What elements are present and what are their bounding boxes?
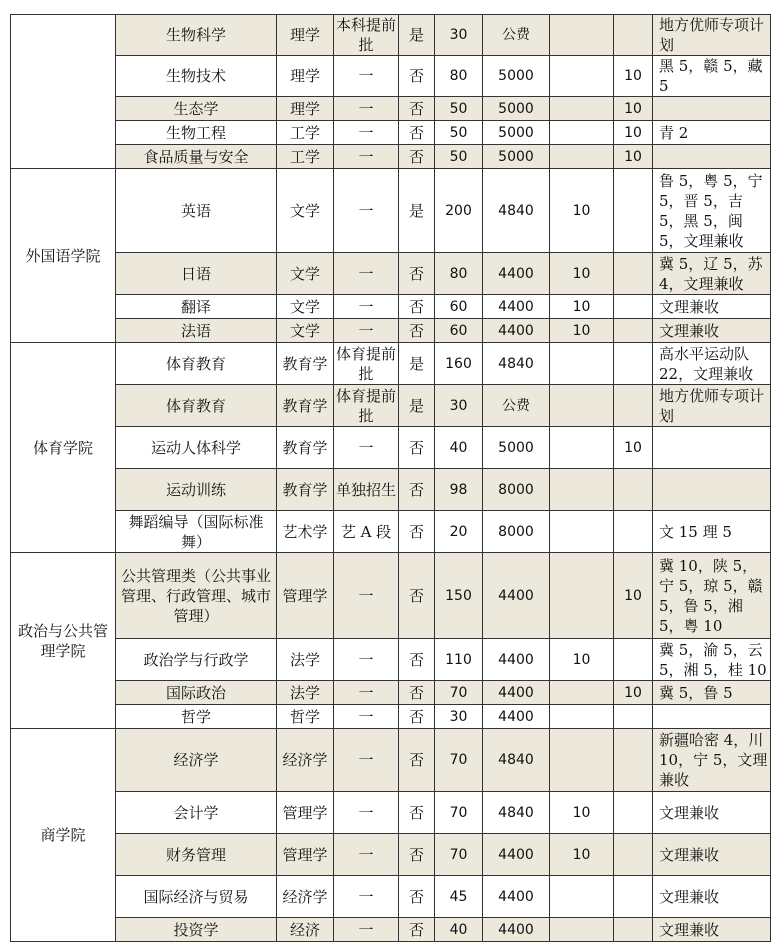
plan-cell: 80 (435, 56, 483, 97)
fee-cell: 4400 (483, 834, 550, 876)
flag-cell: 否 (399, 792, 435, 834)
discipline-cell: 法学 (277, 639, 334, 681)
discipline-cell: 教育学 (277, 385, 334, 427)
flag-cell: 否 (399, 427, 435, 469)
major-cell: 政治学与行政学 (116, 639, 277, 681)
b-cell (614, 15, 653, 56)
major-cell: 经济学 (116, 729, 277, 792)
college-cell (11, 15, 116, 169)
batch-cell: 一 (334, 729, 399, 792)
table-row (11, 705, 771, 729)
a-cell (550, 15, 614, 56)
flag-cell: 否 (399, 729, 435, 792)
fee-cell: 4840 (483, 792, 550, 834)
major-cell: 生态学 (116, 97, 277, 121)
note-cell: 冀 5，鲁 5 (653, 681, 771, 705)
fee-cell: 4400 (483, 319, 550, 343)
fee-cell: 4400 (483, 253, 550, 295)
batch-cell: 单独招生 (334, 469, 399, 511)
fee-cell: 8000 (483, 511, 550, 553)
fee-cell: 4400 (483, 295, 550, 319)
a-cell (550, 427, 614, 469)
a-cell (550, 918, 614, 942)
discipline-cell: 文学 (277, 319, 334, 343)
b-cell (614, 319, 653, 343)
discipline-cell: 文学 (277, 295, 334, 319)
table-row (11, 295, 771, 319)
plan-cell: 50 (435, 145, 483, 169)
batch-cell: 一 (334, 639, 399, 681)
b-cell: 10 (614, 56, 653, 97)
table-row (11, 97, 771, 121)
plan-cell: 30 (435, 15, 483, 56)
flag-cell: 否 (399, 145, 435, 169)
b-cell (614, 343, 653, 385)
batch-cell: 一 (334, 705, 399, 729)
batch-cell: 一 (334, 876, 399, 918)
flag-cell: 否 (399, 918, 435, 942)
a-cell (550, 121, 614, 145)
batch-cell: 一 (334, 792, 399, 834)
note-cell: 文 15 理 5 (653, 511, 771, 553)
note-cell (653, 427, 771, 469)
plan-cell: 150 (435, 553, 483, 639)
batch-cell: 艺 A 段 (334, 511, 399, 553)
flag-cell: 否 (399, 295, 435, 319)
college-cell: 政治与公共管理学院 (11, 553, 116, 729)
major-cell: 生物技术 (116, 56, 277, 97)
fee-cell: 公费 (483, 385, 550, 427)
fee-cell: 4400 (483, 639, 550, 681)
plan-cell: 160 (435, 343, 483, 385)
batch-cell: 一 (334, 553, 399, 639)
note-cell: 文理兼收 (653, 295, 771, 319)
plan-cell: 40 (435, 918, 483, 942)
a-cell (550, 97, 614, 121)
batch-cell: 一 (334, 427, 399, 469)
fee-cell: 4400 (483, 681, 550, 705)
flag-cell: 否 (399, 319, 435, 343)
plan-cell: 50 (435, 97, 483, 121)
a-cell (550, 469, 614, 511)
a-cell (550, 343, 614, 385)
b-cell (614, 469, 653, 511)
flag-cell: 否 (399, 56, 435, 97)
discipline-cell: 文学 (277, 169, 334, 253)
batch-cell: 一 (334, 295, 399, 319)
b-cell (614, 918, 653, 942)
b-cell (614, 705, 653, 729)
plan-cell: 50 (435, 121, 483, 145)
note-cell: 鲁 5，粤 5，宁 5，晋 5，吉 5，黑 5，闽 5，文理兼收 (653, 169, 771, 253)
note-cell: 文理兼收 (653, 834, 771, 876)
plan-cell: 45 (435, 876, 483, 918)
fee-cell: 4840 (483, 169, 550, 253)
b-cell (614, 511, 653, 553)
fee-cell: 4840 (483, 729, 550, 792)
major-cell: 财务管理 (116, 834, 277, 876)
plan-cell: 98 (435, 469, 483, 511)
flag-cell: 是 (399, 15, 435, 56)
note-cell (653, 705, 771, 729)
table-row (11, 385, 771, 427)
note-cell: 文理兼收 (653, 918, 771, 942)
a-cell: 10 (550, 253, 614, 295)
major-cell: 国际政治 (116, 681, 277, 705)
table-row (11, 253, 771, 295)
major-cell: 翻译 (116, 295, 277, 319)
note-cell (653, 469, 771, 511)
table-row (11, 553, 771, 639)
batch-cell: 一 (334, 56, 399, 97)
table-row (11, 56, 771, 97)
fee-cell: 5000 (483, 56, 550, 97)
b-cell (614, 876, 653, 918)
major-cell: 生物科学 (116, 15, 277, 56)
note-cell (653, 97, 771, 121)
plan-cell: 200 (435, 169, 483, 253)
fee-cell: 4400 (483, 876, 550, 918)
a-cell (550, 145, 614, 169)
a-cell (550, 385, 614, 427)
note-cell: 冀 10，陕 5，宁 5，琼 5，赣 5，鲁 5，湘 5，粤 10 (653, 553, 771, 639)
fee-cell: 5000 (483, 427, 550, 469)
batch-cell: 一 (334, 121, 399, 145)
b-cell (614, 729, 653, 792)
note-cell: 青 2 (653, 121, 771, 145)
note-cell: 新疆哈密 4，川 10，宁 5，文理兼收 (653, 729, 771, 792)
b-cell: 10 (614, 427, 653, 469)
table-row (11, 729, 771, 792)
note-cell: 高水平运动队 22，文理兼收 (653, 343, 771, 385)
major-cell: 会计学 (116, 792, 277, 834)
discipline-cell: 教育学 (277, 427, 334, 469)
major-cell: 运动人体科学 (116, 427, 277, 469)
major-cell: 日语 (116, 253, 277, 295)
major-cell: 英语 (116, 169, 277, 253)
flag-cell: 否 (399, 876, 435, 918)
college-cell: 体育学院 (11, 343, 116, 553)
table-row (11, 121, 771, 145)
discipline-cell: 理学 (277, 15, 334, 56)
table-row (11, 469, 771, 511)
batch-cell: 一 (334, 918, 399, 942)
major-cell: 投资学 (116, 918, 277, 942)
major-cell: 法语 (116, 319, 277, 343)
batch-cell: 一 (334, 145, 399, 169)
table-row (11, 876, 771, 918)
table-row (11, 834, 771, 876)
batch-cell: 本科提前批 (334, 15, 399, 56)
flag-cell: 否 (399, 97, 435, 121)
table-row (11, 511, 771, 553)
flag-cell: 是 (399, 169, 435, 253)
discipline-cell: 理学 (277, 56, 334, 97)
a-cell (550, 511, 614, 553)
table-row (11, 145, 771, 169)
college-cell: 商学院 (11, 729, 116, 942)
plan-cell: 70 (435, 681, 483, 705)
table-row (11, 918, 771, 942)
flag-cell: 是 (399, 385, 435, 427)
table-row (11, 639, 771, 681)
major-cell: 生物工程 (116, 121, 277, 145)
b-cell: 10 (614, 681, 653, 705)
b-cell (614, 295, 653, 319)
discipline-cell: 艺术学 (277, 511, 334, 553)
a-cell: 10 (550, 295, 614, 319)
a-cell: 10 (550, 319, 614, 343)
fee-cell: 4400 (483, 705, 550, 729)
a-cell (550, 729, 614, 792)
discipline-cell: 经济学 (277, 729, 334, 792)
plan-cell: 80 (435, 253, 483, 295)
flag-cell: 否 (399, 639, 435, 681)
enrollment-plan-table (10, 14, 771, 942)
batch-cell: 一 (334, 97, 399, 121)
a-cell (550, 705, 614, 729)
a-cell (550, 876, 614, 918)
plan-cell: 70 (435, 792, 483, 834)
b-cell: 10 (614, 553, 653, 639)
table-row (11, 681, 771, 705)
table-row (11, 169, 771, 253)
flag-cell: 否 (399, 253, 435, 295)
major-cell: 运动训练 (116, 469, 277, 511)
a-cell (550, 681, 614, 705)
fee-cell: 公费 (483, 15, 550, 56)
table-row (11, 15, 771, 56)
flag-cell: 否 (399, 834, 435, 876)
b-cell (614, 792, 653, 834)
plan-cell: 70 (435, 834, 483, 876)
major-cell: 公共管理类（公共事业管理、行政管理、城市管理） (116, 553, 277, 639)
discipline-cell: 法学 (277, 681, 334, 705)
b-cell (614, 253, 653, 295)
note-cell (653, 145, 771, 169)
major-cell: 体育教育 (116, 385, 277, 427)
table-row (11, 792, 771, 834)
batch-cell: 一 (334, 319, 399, 343)
a-cell: 10 (550, 169, 614, 253)
major-cell: 哲学 (116, 705, 277, 729)
flag-cell: 否 (399, 705, 435, 729)
discipline-cell: 管理学 (277, 834, 334, 876)
flag-cell: 否 (399, 511, 435, 553)
discipline-cell: 经济学 (277, 876, 334, 918)
plan-cell: 70 (435, 729, 483, 792)
b-cell (614, 169, 653, 253)
plan-cell: 110 (435, 639, 483, 681)
b-cell (614, 834, 653, 876)
a-cell: 10 (550, 639, 614, 681)
plan-cell: 30 (435, 385, 483, 427)
batch-cell: 一 (334, 253, 399, 295)
discipline-cell: 哲学 (277, 705, 334, 729)
plan-cell: 60 (435, 319, 483, 343)
table-body (11, 15, 771, 942)
b-cell (614, 639, 653, 681)
discipline-cell: 工学 (277, 145, 334, 169)
a-cell (550, 553, 614, 639)
major-cell: 食品质量与安全 (116, 145, 277, 169)
plan-cell: 30 (435, 705, 483, 729)
plan-cell: 20 (435, 511, 483, 553)
major-cell: 舞蹈编导（国际标准舞） (116, 511, 277, 553)
a-cell: 10 (550, 834, 614, 876)
discipline-cell: 理学 (277, 97, 334, 121)
b-cell: 10 (614, 121, 653, 145)
note-cell: 地方优师专项计划 (653, 385, 771, 427)
flag-cell: 否 (399, 121, 435, 145)
flag-cell: 否 (399, 553, 435, 639)
note-cell: 文理兼收 (653, 876, 771, 918)
table-row (11, 427, 771, 469)
note-cell: 冀 5，渝 5，云 5，湘 5，桂 10 (653, 639, 771, 681)
a-cell (550, 56, 614, 97)
major-cell: 国际经济与贸易 (116, 876, 277, 918)
fee-cell: 8000 (483, 469, 550, 511)
discipline-cell: 工学 (277, 121, 334, 145)
note-cell: 地方优师专项计划 (653, 15, 771, 56)
batch-cell: 一 (334, 681, 399, 705)
batch-cell: 体育提前批 (334, 343, 399, 385)
discipline-cell: 教育学 (277, 343, 334, 385)
fee-cell: 5000 (483, 121, 550, 145)
discipline-cell: 经济 (277, 918, 334, 942)
discipline-cell: 教育学 (277, 469, 334, 511)
plan-cell: 60 (435, 295, 483, 319)
discipline-cell: 文学 (277, 253, 334, 295)
discipline-cell: 管理学 (277, 792, 334, 834)
b-cell (614, 385, 653, 427)
flag-cell: 否 (399, 469, 435, 511)
note-cell: 文理兼收 (653, 792, 771, 834)
discipline-cell: 管理学 (277, 553, 334, 639)
b-cell: 10 (614, 97, 653, 121)
table-row (11, 319, 771, 343)
fee-cell: 5000 (483, 145, 550, 169)
fee-cell: 5000 (483, 97, 550, 121)
table-row (11, 343, 771, 385)
flag-cell: 否 (399, 681, 435, 705)
batch-cell: 一 (334, 169, 399, 253)
fee-cell: 4840 (483, 343, 550, 385)
major-cell: 体育教育 (116, 343, 277, 385)
flag-cell: 是 (399, 343, 435, 385)
a-cell: 10 (550, 792, 614, 834)
fee-cell: 4400 (483, 918, 550, 942)
b-cell: 10 (614, 145, 653, 169)
college-cell: 外国语学院 (11, 169, 116, 343)
note-cell: 文理兼收 (653, 319, 771, 343)
plan-cell: 40 (435, 427, 483, 469)
batch-cell: 一 (334, 834, 399, 876)
fee-cell: 4400 (483, 553, 550, 639)
note-cell: 黑 5，赣 5，藏 5 (653, 56, 771, 97)
batch-cell: 体育提前批 (334, 385, 399, 427)
note-cell: 冀 5，辽 5，苏 4，文理兼收 (653, 253, 771, 295)
